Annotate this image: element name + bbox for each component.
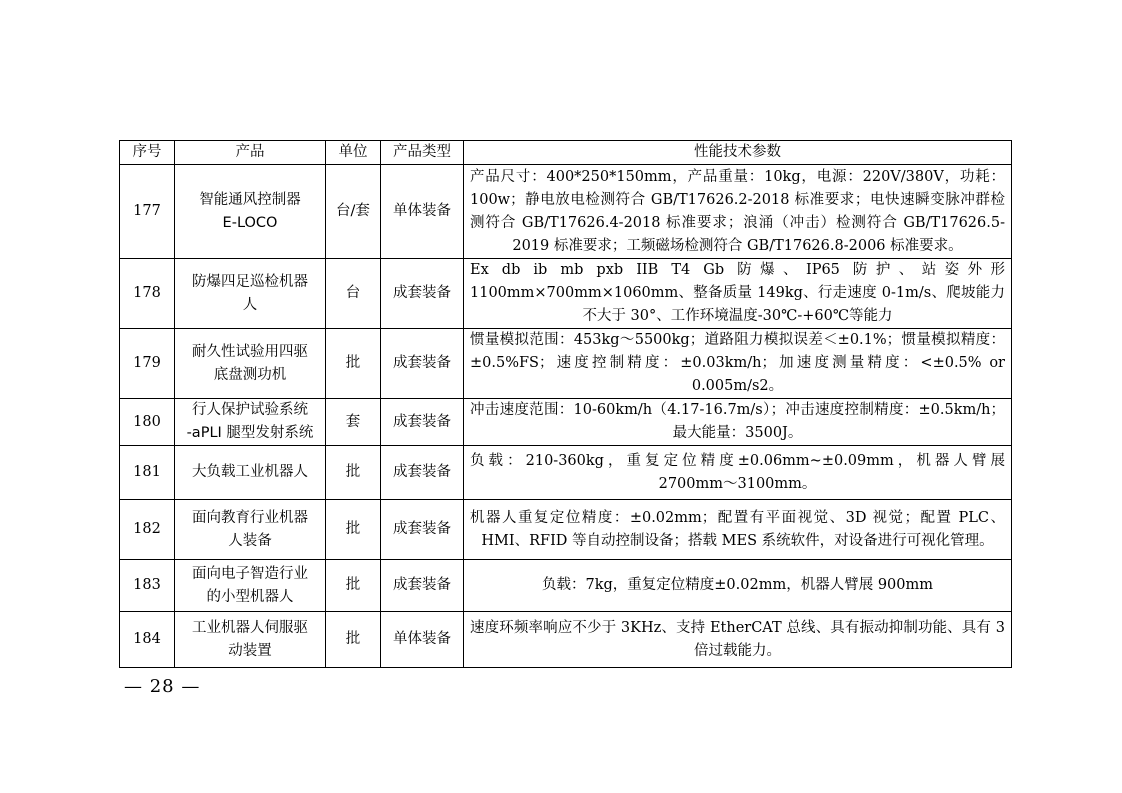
header-unit: 单位 (326, 141, 381, 165)
header-type: 产品类型 (381, 141, 464, 165)
table-row (120, 500, 1012, 560)
row-no: 178 (120, 259, 175, 329)
row-type: 成套装备 (381, 446, 464, 500)
row-product-line: E-LOCO (222, 214, 278, 231)
header-product: 产品 (175, 141, 326, 165)
row-spec: 产品尺寸：400*250*150mm，产品重量：10kg，电源：220V/380V，功耗：100w；静电放电检测符合 GB/T17626.2-2018 标准要求；电快速瞬变脉冲群检测符合 GB/T17626.4-2018 标准要求；浪涌（冲击）检测符合 GB/T17626.5-2019 标准要求；工频磁场检测符合 GB/T17626.8-2006 标准要求。 (464, 165, 1012, 259)
row-no: 182 (120, 500, 175, 560)
row-product-line: -aPLI 腿型发射系统 (186, 425, 314, 441)
header-spec: 性能技术参数 (464, 141, 1012, 165)
row-type: 单体装备 (381, 165, 464, 259)
row-product-line: 防爆四足巡检机器 (192, 273, 308, 290)
row-product-line: 行人保护试验系统 (192, 402, 308, 418)
row-spec: 负载：7kg，重复定位精度±0.02mm，机器人臂展 900mm (464, 560, 1012, 612)
row-unit: 批 (326, 500, 381, 560)
spec-table (119, 140, 1012, 668)
row-product-line: 的小型机器人 (206, 588, 294, 605)
row-product-line: 面向教育行业机器 (192, 509, 308, 526)
row-spec: 机器人重复定位精度：±0.02mm；配置有平面视觉、3D 视觉；配置 PLC、HMI、RFID 等自动控制设备；搭载 MES 系统软件，对设备进行可视化管理。 (464, 500, 1012, 560)
row-spec: 负载：210-360kg，重复定位精度±0.06mm~±0.09mm，机器人臂展 2700mm～3100mm。 (464, 446, 1012, 500)
row-product-line: 大负载工业机器人 (192, 464, 308, 480)
row-product (175, 165, 326, 259)
row-product-line: 耐久性试验用四驱 (192, 343, 308, 360)
row-unit: 批 (326, 446, 381, 500)
table-row (120, 259, 1012, 329)
row-product-line: 底盘测功机 (213, 366, 287, 383)
row-spec: 速度环频率响应不少于 3KHz、支持 EtherCAT 总线、具有振动抑制功能、具有 3 倍过载能力。 (464, 612, 1012, 668)
row-product (175, 500, 326, 560)
row-type: 成套装备 (381, 259, 464, 329)
row-product-line: 面向电子智造行业 (192, 565, 308, 582)
row-unit: 批 (326, 329, 381, 399)
row-product (175, 560, 326, 612)
row-product-line: 动装置 (228, 642, 272, 659)
row-unit: 套 (326, 399, 381, 446)
row-spec: 惯量模拟范围：453kg～5500kg；道路阻力模拟误差＜±0.1%；惯量模拟精度：±0.5%FS；速度控制精度：±0.03km/h；加速度测量精度：<±0.5% or 0.005m/s2。 (464, 329, 1012, 399)
row-product (175, 399, 326, 446)
row-no: 181 (120, 446, 175, 500)
table-row (120, 560, 1012, 612)
row-product-line: 人装备 (228, 532, 272, 549)
row-spec: 冲击速度范围：10-60km/h（4.17-16.7m/s）；冲击速度控制精度：±0.5km/h；最大能量：3500J。 (464, 399, 1012, 446)
table-row (120, 329, 1012, 399)
row-no: 177 (120, 165, 175, 259)
row-type: 成套装备 (381, 399, 464, 446)
row-unit: 批 (326, 612, 381, 668)
row-product (175, 329, 326, 399)
row-product (175, 612, 326, 668)
row-no: 180 (120, 399, 175, 446)
row-product (175, 446, 326, 500)
row-type: 成套装备 (381, 560, 464, 612)
header-no: 序号 (120, 141, 175, 165)
table-header-row (120, 141, 1012, 165)
row-type: 成套装备 (381, 500, 464, 560)
row-type: 成套装备 (381, 329, 464, 399)
row-unit: 台 (326, 259, 381, 329)
row-no: 179 (120, 329, 175, 399)
row-product (175, 259, 326, 329)
row-spec: Ex db ib mb pxb IIB T4 Gb 防爆、IP65 防护、站姿外形 1100mm×700mm×1060mm、整备质量 149kg、行走速度 0-1m/s、爬坡能力不大于 30°、工作环境温度-30℃-+60℃等能力 (464, 259, 1012, 329)
row-unit: 台/套 (326, 165, 381, 259)
row-no: 184 (120, 612, 175, 668)
row-type: 单体装备 (381, 612, 464, 668)
page-number: — 28 — (124, 676, 201, 697)
row-product-line: 工业机器人伺服驱 (192, 619, 308, 636)
row-unit: 批 (326, 560, 381, 612)
row-no: 183 (120, 560, 175, 612)
table-row (120, 612, 1012, 668)
table-row (120, 446, 1012, 500)
table-row (120, 165, 1012, 259)
row-product-line: 人 (242, 296, 258, 313)
row-product-line: 智能通风控制器 (199, 191, 301, 208)
table-row (120, 399, 1012, 446)
